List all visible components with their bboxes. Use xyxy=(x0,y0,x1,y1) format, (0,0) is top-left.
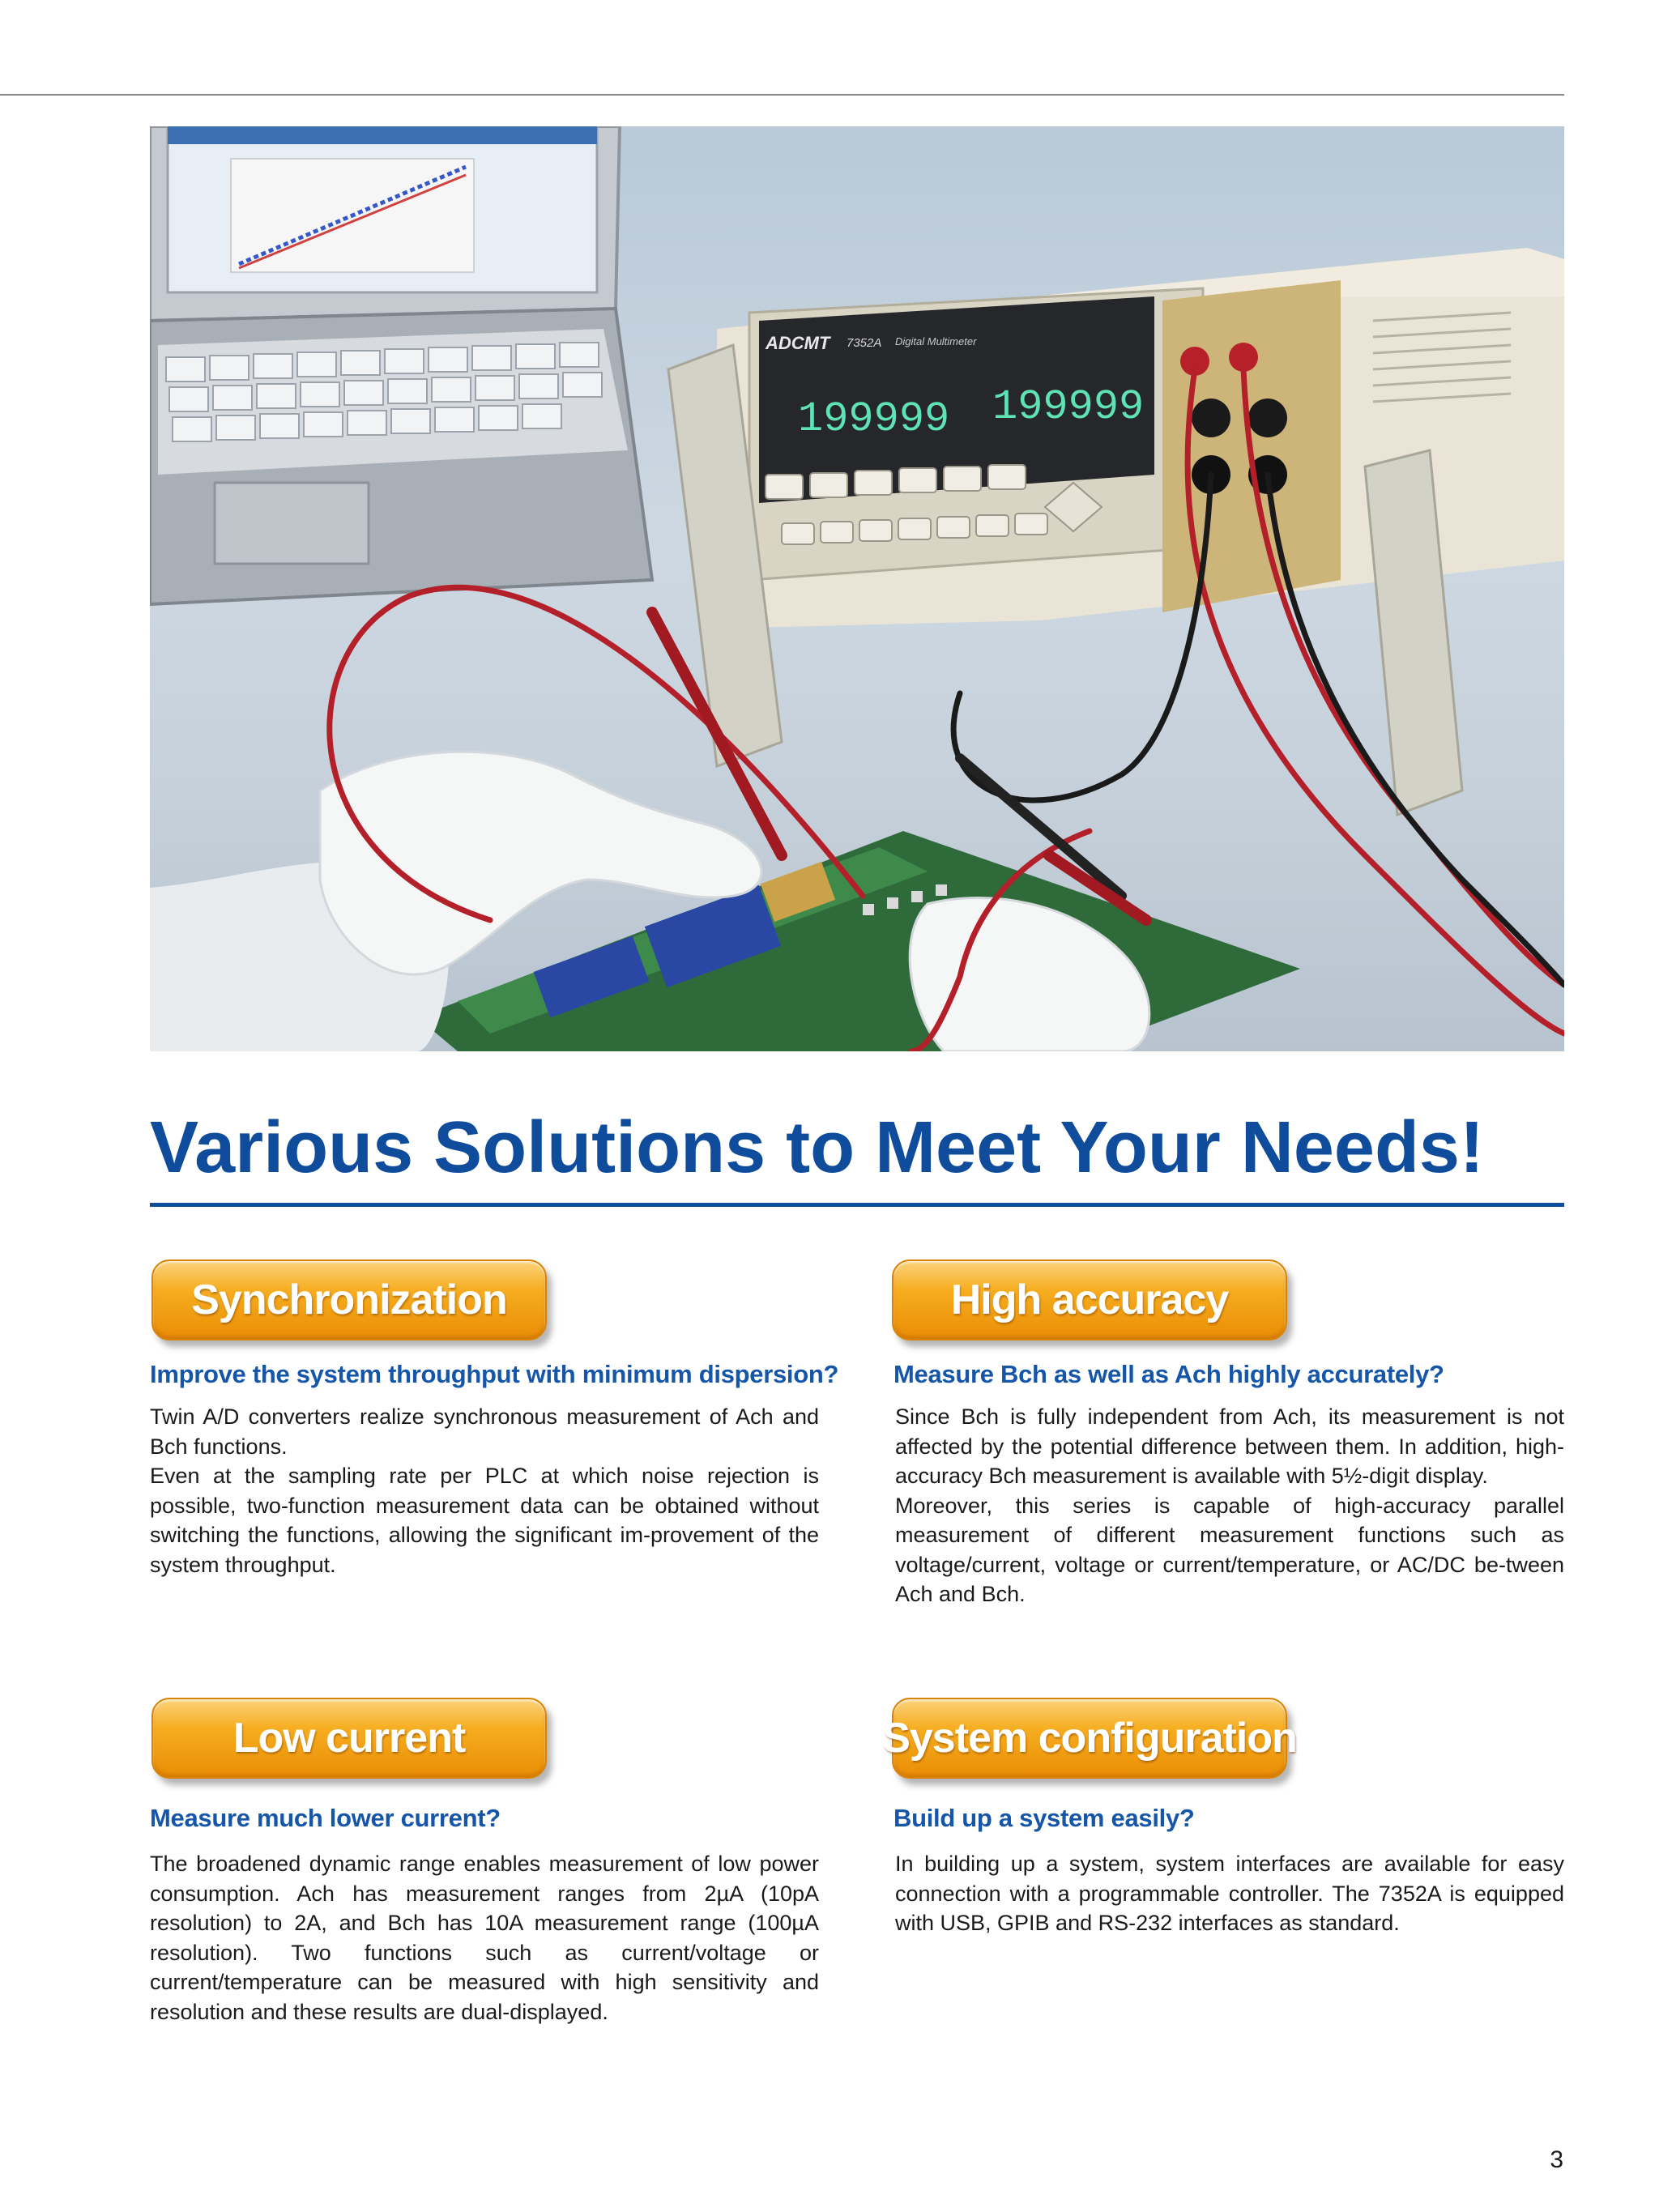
body-synchronization xyxy=(150,1402,819,1579)
paragraph: Since Bch is fully independent from Ach, its measurement is not affected by the potential difference between them. In addition, high-accuracy Bch measurement is available with 5½-digit display. xyxy=(895,1404,1564,1488)
svg-text:ADCMT: ADCMT xyxy=(766,333,830,353)
headline-rule xyxy=(150,1203,1564,1207)
svg-text:199999: 199999 xyxy=(798,395,950,443)
svg-text:7352A: 7352A xyxy=(847,336,882,350)
multimeter-illustration xyxy=(668,248,1564,815)
svg-text:199999: 199999 xyxy=(992,383,1145,431)
body-system-configuration xyxy=(895,1849,1564,1938)
body-high-accuracy xyxy=(895,1402,1564,1609)
body-low-current xyxy=(150,1849,819,2027)
badge-system-configuration: System configuration xyxy=(892,1698,1287,1779)
page-headline: Various Solutions to Meet Your Needs! xyxy=(150,1107,1484,1188)
paragraph: In building up a system, system interfaces are available for easy connection with a programmable controller. The 7352A is equipped with USB, GPIB and RS-232 interfaces as standard. xyxy=(895,1852,1564,1935)
product-photo xyxy=(150,126,1564,1051)
paragraph: Moreover, this series is capable of high-accuracy parallel measurement of different measurement functions such as voltage/current, voltage or current/temperature, or AC/DC be-tween Ach and Bch. xyxy=(895,1493,1564,1606)
subhead-system-configuration: Build up a system easily? xyxy=(893,1804,1195,1832)
badge-high-accuracy: High accuracy xyxy=(892,1259,1287,1340)
subhead-synchronization: Improve the system throughput with minimum dispersion? xyxy=(150,1360,839,1388)
paragraph: Twin A/D converters realize synchronous measurement of Ach and Bch functions. xyxy=(150,1404,819,1459)
subhead-low-current: Measure much lower current? xyxy=(150,1804,501,1832)
subhead-high-accuracy: Measure Bch as well as Ach highly accurately? xyxy=(893,1360,1444,1388)
badge-synchronization: Synchronization xyxy=(151,1259,547,1340)
svg-text:Digital Multimeter: Digital Multimeter xyxy=(895,335,977,347)
badge-low-current: Low current xyxy=(151,1698,547,1779)
top-rule xyxy=(0,94,1564,96)
laptop-illustration xyxy=(150,126,652,604)
paragraph: Even at the sampling rate per PLC at which noise rejection is possible, two-function measurement data can be obtained without switching the functions, allowing the significant im-provement of the system throughput. xyxy=(150,1464,819,1577)
paragraph: The broadened dynamic range enables measurement of low power consumption. Ach has measurement ranges from 2µA (10pA resolution) to 2A, and Bch has 10A measurement range (100µA resolution). Two functions such as current/voltage or current/temperature can be measured with high sensitivity and resolution and these results are dual-displayed. xyxy=(150,1852,819,2024)
page-number: 3 xyxy=(1550,2146,1563,2173)
